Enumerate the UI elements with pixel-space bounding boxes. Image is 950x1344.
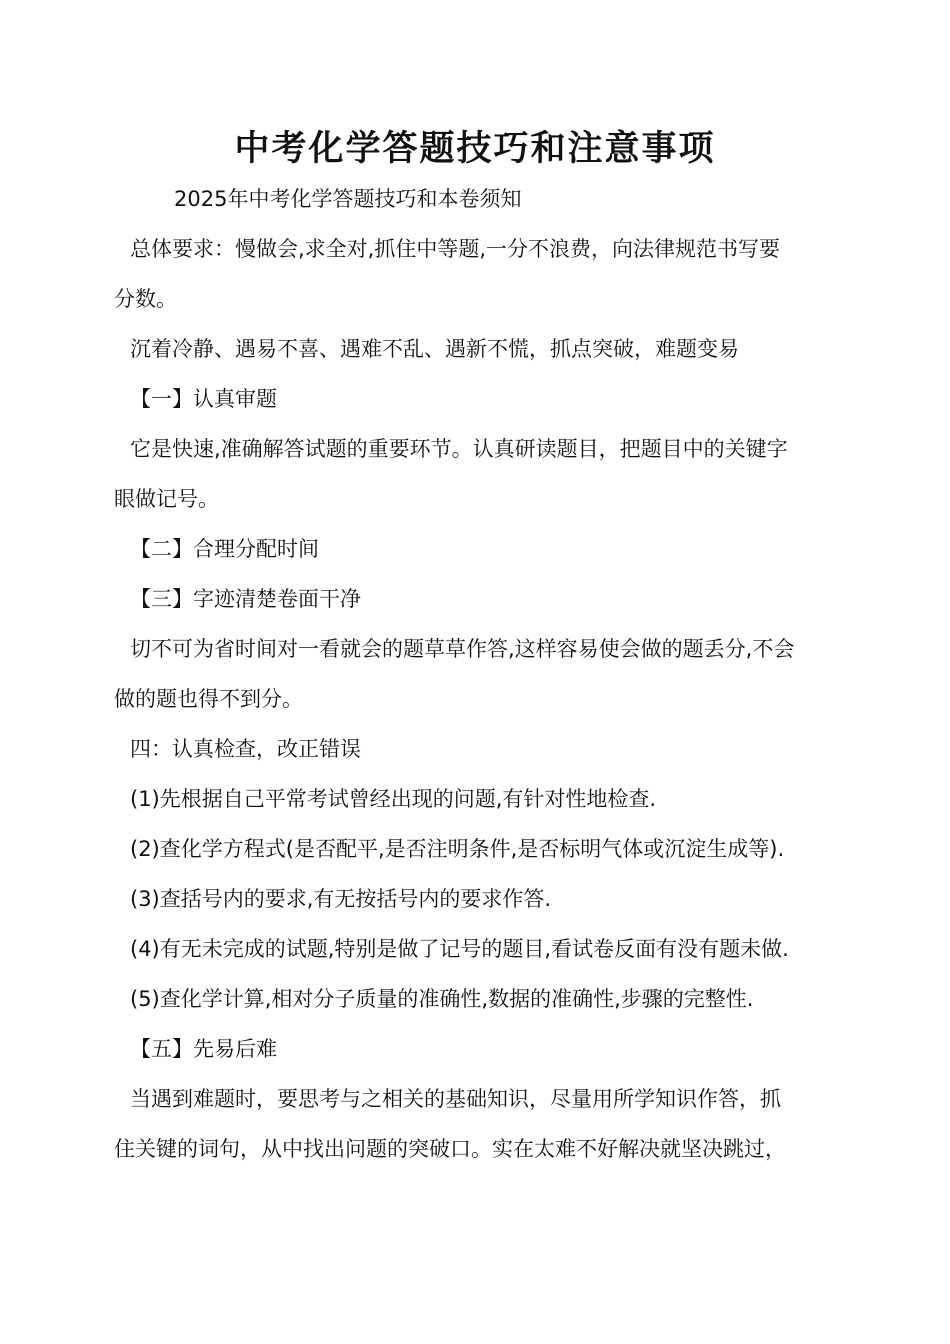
paragraph-line: 眼做记号。: [114, 487, 219, 511]
list-item: (5)查化学计算,相对分子质量的准确性,数据的准确性,步骤的完整性.: [130, 987, 754, 1011]
paragraph-line: 住关键的词句，从中找出问题的突破口。实在太难不好解决就坚决跳过，: [114, 1137, 786, 1161]
list-item: (3)查括号内的要求,有无按括号内的要求作答.: [130, 887, 552, 911]
document-subtitle: 2025年中考化学答题技巧和本卷须知: [174, 187, 522, 211]
section-heading: 【一】认真审题: [130, 387, 277, 411]
paragraph-line: 切不可为省时间对一看就会的题草草作答,这样容易使会做的题丢分,不会: [130, 637, 795, 661]
paragraph-line: 它是快速,准确解答试题的重要环节。认真研读题目，把题目中的关键字: [130, 437, 788, 461]
list-item: (4)有无未完成的试题,特别是做了记号的题目,看试卷反面有没有题未做.: [130, 937, 789, 961]
paragraph-line: 做的题也得不到分。: [114, 687, 303, 711]
paragraph-line: 沉着冷静、遇易不喜、遇难不乱、遇新不慌，抓点突破，难题变易: [130, 337, 739, 361]
document-title: 中考化学答题技巧和注意事项: [234, 128, 716, 169]
paragraph-line: 当遇到难题时，要思考与之相关的基础知识，尽量用所学知识作答，抓: [130, 1087, 781, 1111]
section-heading: 【五】先易后难: [130, 1037, 277, 1061]
paragraph-line: 分数。: [114, 287, 177, 311]
paragraph-line: 总体要求：慢做会,求全对,抓住中等题,一分不浪费，向法律规范书写要: [130, 237, 781, 261]
list-item: (2)查化学方程式(是否配平,是否注明条件,是否标明气体或沉淀生成等).: [130, 837, 785, 861]
section-heading: 【二】合理分配时间: [130, 537, 319, 561]
list-item: (1)先根据自己平常考试曾经出现的问题,有针对性地检查.: [130, 787, 657, 811]
section-heading: 四：认真检查，改正错误: [130, 737, 361, 761]
section-heading: 【三】字迹清楚卷面干净: [130, 587, 361, 611]
